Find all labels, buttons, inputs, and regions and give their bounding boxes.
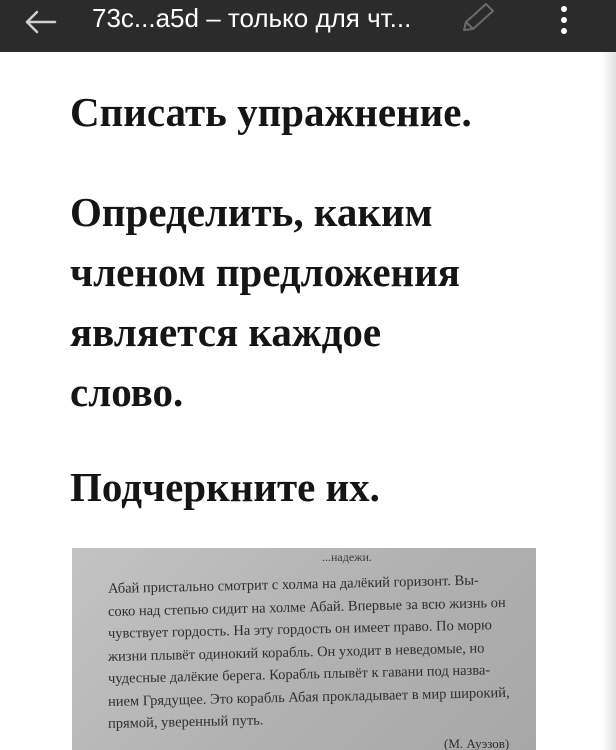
document-title: 73c...a5d – только для чт... bbox=[92, 3, 412, 33]
instruction-underline: Подчеркните их. bbox=[70, 464, 380, 510]
photo-text-line: прямой, уверенный путь. bbox=[107, 712, 264, 732]
instruction-copy-exercise: Списать упражнение. bbox=[70, 89, 472, 135]
photo-text-line: Абай пристально смотрит с холма на далёкий горизонт. Вы- bbox=[107, 572, 479, 597]
more-vertical-icon bbox=[559, 5, 569, 35]
page-edge-shadow bbox=[602, 52, 616, 750]
top-app-bar bbox=[0, 0, 616, 52]
photo-author: (М. Ауэзов) bbox=[444, 736, 510, 750]
photo-text-line: нием Грядущее. Это корабль Абая прокладывает в мир широкий, bbox=[107, 684, 510, 710]
photo-text-line: чудесные далёкие берега. Корабль плывёт к гавани под назва- bbox=[107, 662, 491, 687]
photo-text-line: жизни плывёт одинокий корабль. Он уходит в неведомые, но bbox=[107, 639, 485, 665]
photo-text-line: чувствует гордость. На эту гордость он имеет право. По морю bbox=[107, 617, 493, 642]
photo-exercise-text bbox=[107, 572, 536, 736]
instruction-line: слово. bbox=[70, 369, 184, 415]
photo-top-fragment: ...надежи. bbox=[322, 550, 372, 564]
pencil-icon bbox=[458, 2, 498, 34]
back-button[interactable] bbox=[18, 0, 62, 44]
instruction-line: является каждое bbox=[70, 309, 382, 355]
exercise-photo bbox=[72, 548, 536, 750]
photo-text-line: соко над степью сидит на холме Абай. Впервые за всю жизнь он bbox=[107, 594, 506, 620]
more-options-button[interactable] bbox=[546, 0, 582, 40]
instruction-line: членом предложения bbox=[70, 249, 460, 295]
edit-button[interactable] bbox=[452, 0, 504, 36]
instruction-determine-member bbox=[70, 182, 550, 422]
instruction-line: Определить, каким bbox=[70, 189, 433, 235]
arrow-left-icon bbox=[23, 10, 57, 34]
